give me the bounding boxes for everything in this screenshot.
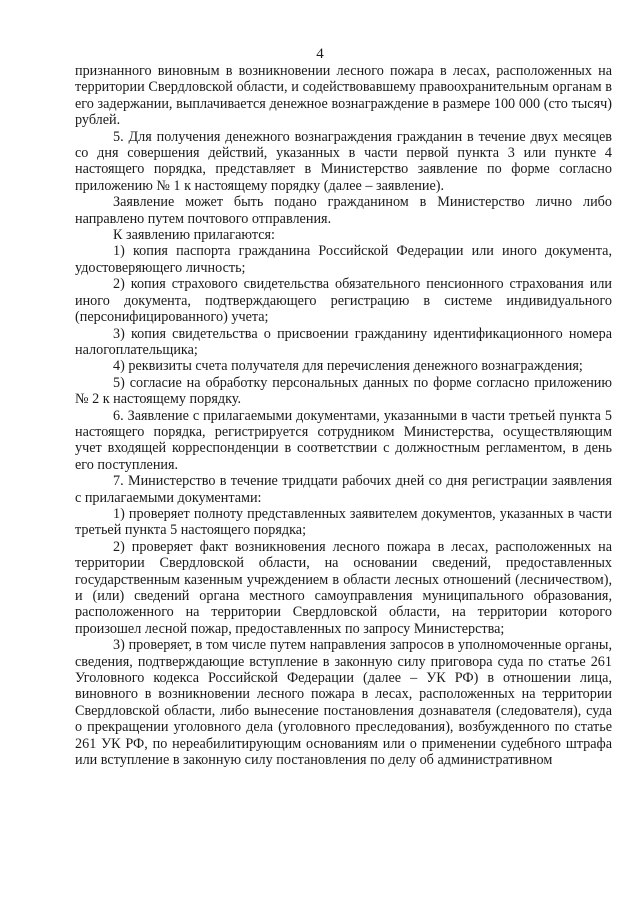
paragraph-item-7: 7. Министерство в течение тридцати рабочих дней со дня регистрации заявления с прилагаемыми документами: — [75, 473, 612, 506]
list-item-check-court-decision: 3) проверяет, в том числе путем направления запросов в уполномоченные органы, сведения, подтверждающие вступление в законную силу приговора суда по статье 261 Уголовного кодекса Российской Федерации (далее – УК РФ) в отношении лица, виновного в возникновении лесного пожара в лесах, расположенных на территории Свердловской области, либо вынесение постановления дознавателя (следователя), суда о прекращении уголовного дела (уголовного преследования), возбужденного по статье 261 УК РФ, по нереабилитирующим основаниям или о применении судебного штрафа или вступление в законную силу постановления по делу об административном — [75, 637, 612, 769]
list-item-insurance-certificate: 2) копия страхового свидетельства обязательного пенсионного страхования или иного документа, подтверждающего регистрацию в системе индивидуального (персонифицированного) учета; — [75, 276, 612, 326]
paragraph-item-6: 6. Заявление с прилагаемыми документами, указанными в части третьей пункта 5 настоящего порядка, регистрируется сотрудником Министерства, осуществляющим учет входящей корреспонденции в соответствии с должностным регламентом, в день его поступления. — [75, 407, 612, 473]
list-item-data-consent: 5) согласие на обработку персональных данных по форме согласно приложению № 2 к настоящему порядку. — [75, 374, 612, 408]
list-item-tax-number: 3) копия свидетельства о присвоении гражданину идентификационного номера налогоплательщика; — [75, 325, 612, 358]
list-item-passport-copy: 1) копия паспорта гражданина Российской Федерации или иного документа, удостоверяющего личность; — [75, 243, 612, 276]
document-body — [75, 63, 612, 768]
paragraph-item-5: 5. Для получения денежного вознаграждения гражданин в течение двух месяцев со дня совершения действий, указанных в части первой пункта 3 или пункте 4 настоящего порядка, представляет в Министерство заявление по форме согласно приложению № 1 к настоящему порядку (далее – заявление). — [75, 128, 612, 194]
paragraph-attachments-intro: К заявлению прилагаются: — [113, 227, 275, 244]
page-number: 4 — [316, 46, 324, 62]
list-item-check-fire-fact: 2) проверяет факт возникновения лесного пожара в лесах, расположенных на территории Свердловской области, на основании сведений, предоставленных государственным казенным учреждением в области лесных отношений (лесничеством), и (или) сведений органа местного самоуправления муниципального образования, расположенного на территории Свердловской области, на территории которого произошел лесной пожар, предоставленных по запросу Министерства; — [75, 538, 612, 637]
paragraph-continuation: признанного виновным в возникновении лесного пожара в лесах, расположенных на территории Свердловской области, и содействовавшему правоохранительным органам в его задержании, выплачивается денежное вознаграждение в размере 100 000 (сто тысяч) рублей. — [75, 63, 612, 129]
list-item-bank-details: 4) реквизиты счета получателя для перечисления денежного вознаграждения; — [113, 358, 583, 375]
paragraph-application-submission: Заявление может быть подано гражданином в Министерство лично либо направлено путем почтового отправления. — [75, 194, 612, 227]
list-item-check-completeness: 1) проверяет полноту представленных заявителем документов, указанных в части третьей пункта 5 настоящего порядка; — [75, 505, 612, 539]
